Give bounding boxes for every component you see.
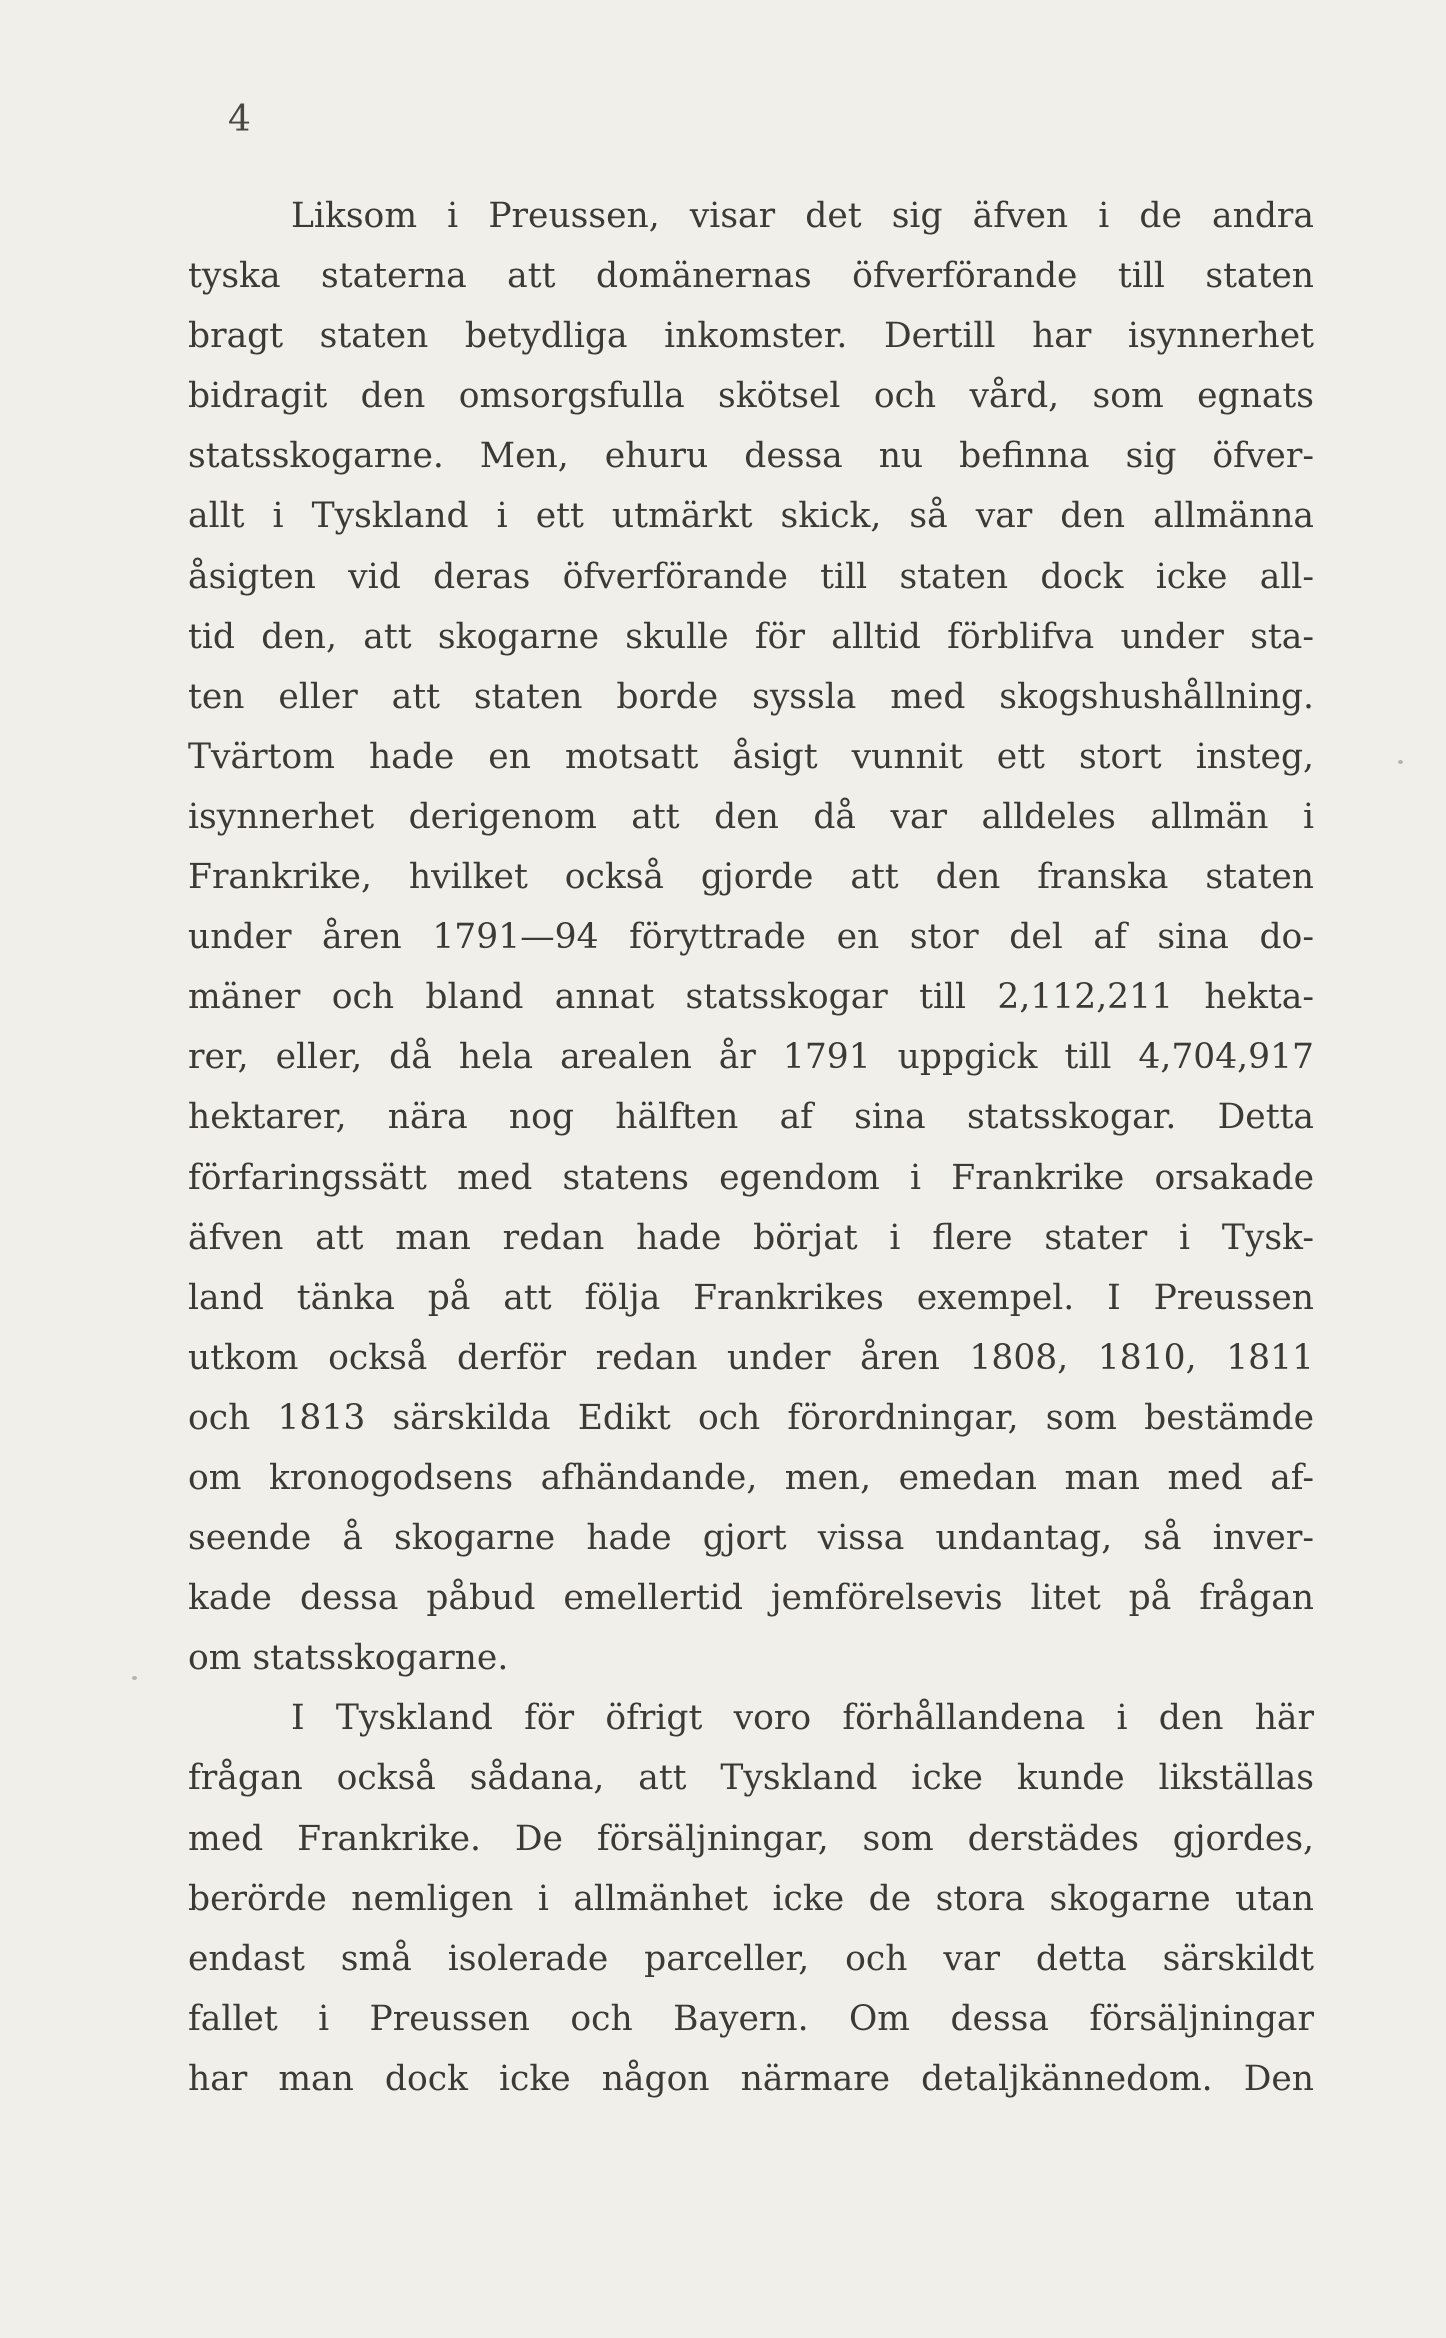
text-line: åsigten vid deras öfverförande till staten dock icke all- <box>188 556 1314 597</box>
text-line: tid den, att skogarne skulle för alltid förblifva under sta- <box>188 616 1314 657</box>
paper-speck <box>1398 760 1403 764</box>
text-line: berörde nemligen i allmänhet icke de stora skogarne utan <box>188 1878 1314 1919</box>
text-line: tyska staterna att domänernas öfverförande till staten <box>188 256 1314 297</box>
text-line: fallet i Preussen och Bayern. Om dessa försäljningar <box>188 1998 1314 2039</box>
text-line: rer, eller, då hela arealen år 1791 uppgick till 4,704,917 <box>188 1037 1314 1078</box>
text-line: allt i Tyskland i ett utmärkt skick, så var den allmänna <box>188 496 1314 537</box>
text-line: utkom också derför redan under åren 1808, 1810, 1811 <box>188 1337 1314 1378</box>
paper-speck <box>132 1676 137 1680</box>
text-line: mäner och bland annat statsskogar till 2,112,211 hekta- <box>188 977 1314 1018</box>
text-line: bragt staten betydliga inkomster. Dertill har isynnerhet <box>188 316 1314 357</box>
text-line: förfaringssätt med statens egendom i Frankrike orsakade <box>188 1157 1314 1198</box>
text-line: I Tyskland för öfrigt voro förhållandena i den här <box>291 1698 1314 1739</box>
text-line: Frankrike, hvilket också gjorde att den franska staten <box>188 857 1314 898</box>
text-line: under åren 1791—94 föryttrade en stor del af sina do- <box>188 917 1314 958</box>
text-line: Liksom i Preussen, visar det sig äfven i de andra <box>291 196 1314 236</box>
text-line: kade dessa påbud emellertid jemförelsevis litet på frågan <box>188 1578 1314 1619</box>
text-line: statsskogarne. Men, ehuru dessa nu befinna sig öfver- <box>188 436 1314 477</box>
text-line: seende å skogarne hade gjort vissa undantag, så inver- <box>188 1518 1314 1559</box>
text-line: om kronogodsens afhändande, men, emedan man med af- <box>188 1457 1314 1498</box>
text-line: har man dock icke någon närmare detaljkännedom. Den <box>188 2058 1314 2099</box>
text-line: frågan också sådana, att Tyskland icke kunde likställas <box>188 1758 1314 1799</box>
text-line: isynnerhet derigenom att den då var alldeles allmän i <box>188 796 1314 837</box>
text-line: ten eller att staten borde syssla med skogshushållning. <box>188 676 1314 717</box>
text-line: endast små isolerade parceller, och var detta särskildt <box>188 1938 1314 1979</box>
text-line: hektarer, nära nog hälften af sina statsskogar. Detta <box>188 1097 1314 1138</box>
text-line: land tänka på att följa Frankrikes exempel. I Preussen <box>188 1277 1314 1318</box>
page-number: 4 <box>228 99 251 140</box>
text-line: äfven att man redan hade börjat i flere stater i Tysk- <box>188 1217 1314 1258</box>
text-line: och 1813 särskilda Edikt och förordningar, som bestämde <box>188 1397 1314 1438</box>
text-line: bidragit den omsorgsfulla skötsel och vård, som egnats <box>188 376 1314 417</box>
text-line: Tvärtom hade en motsatt åsigt vunnit ett stort insteg, <box>188 736 1314 777</box>
text-line: med Frankrike. De försäljningar, som derstädes gjordes, <box>188 1818 1314 1859</box>
text-line: om statsskogarne. <box>188 1638 509 1679</box>
body-text <box>188 186 1314 2109</box>
